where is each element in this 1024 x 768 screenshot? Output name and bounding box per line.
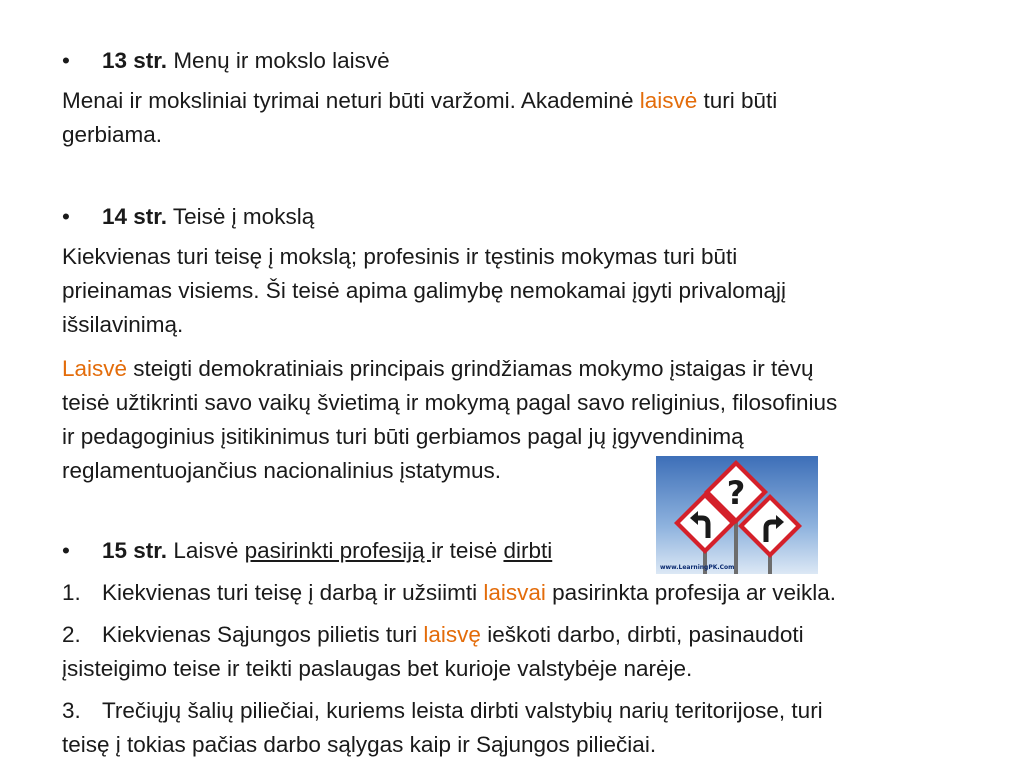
underlined-text: pasirinkti profesiją xyxy=(244,538,431,563)
art14-number: 14 str. xyxy=(102,204,168,229)
art13-line1 xyxy=(62,84,777,118)
bullet-icon: • xyxy=(62,538,70,563)
text: turi būti xyxy=(697,88,778,113)
text: Laisvė xyxy=(167,538,245,563)
art14-p1-line2: prieinamas visiems. Ši teisė apima galimybę nemokamai įgyti privalomąjį xyxy=(62,278,787,303)
image-watermark: www.LearningPK.Com xyxy=(660,564,735,571)
bullet-icon: • xyxy=(62,204,70,229)
sign-pole xyxy=(734,516,738,574)
art15-number: 15 str. xyxy=(102,538,168,563)
highlight-word: laisvai xyxy=(483,580,546,605)
question-mark: ? xyxy=(726,474,746,512)
text: pasirinkta profesija ar veikla. xyxy=(545,580,837,605)
art15-item2-line2: įsisteigimo teise ir teikti paslaugas bet kurioje valstybėje narėje. xyxy=(62,656,693,681)
text: Kiekvienas Sąjungos pilietis turi xyxy=(102,622,424,647)
underlined-text: dirbti xyxy=(503,538,553,563)
art15-item1 xyxy=(62,576,836,610)
highlight-word: laisvė xyxy=(639,88,698,113)
text: Trečiųjų šalių piliečiai, kuriems leista dirbti valstybių narių teritorijose, turi xyxy=(102,698,823,723)
art15-item3-line2: teisę į tokias pačias darbo sąlygas kaip ir Sąjungos piliečiai. xyxy=(62,732,657,757)
art14-heading xyxy=(62,200,314,234)
art14-p2-line1 xyxy=(62,352,814,386)
item-number: 2. xyxy=(62,622,81,647)
text: steigti demokratiniais principais grindžiamas mokymo įstaigas ir tėvų xyxy=(127,356,814,381)
art13-number: 13 str. xyxy=(102,48,168,73)
art15-heading xyxy=(62,534,552,568)
text: ieškoti darbo, dirbti, pasinaudoti xyxy=(480,622,804,647)
item-number: 1. xyxy=(62,580,81,605)
art15-item2 xyxy=(62,618,804,652)
art14-p2-line3: ir pedagoginius įsitikinimus turi būti gerbiamos pagal jų įgyvendinimą xyxy=(62,424,744,449)
art14-p2-line2: teisė užtikrinti savo vaikų švietimą ir mokymą pagal savo religinius, filosofinius xyxy=(62,390,838,415)
art14-p1-line1: Kiekvienas turi teisę į mokslą; profesinis ir tęstinis mokymas turi būti xyxy=(62,244,738,269)
highlight-word: laisvę xyxy=(423,622,481,647)
art13-line2: gerbiama. xyxy=(62,122,163,147)
art14-p1-line3: išsilavinimą. xyxy=(62,312,184,337)
road-signs-image xyxy=(656,456,818,574)
text: ir teisė xyxy=(430,538,504,563)
bullet-icon: • xyxy=(62,48,70,73)
text: Kiekvienas turi teisę į darbą ir užsiimti xyxy=(102,580,484,605)
art14-title: Teisė į mokslą xyxy=(167,204,315,229)
highlight-word: Laisvė xyxy=(62,356,128,381)
art13-title: Menų ir mokslo laisvė xyxy=(167,48,390,73)
art13-heading xyxy=(62,44,390,78)
art15-item3 xyxy=(62,694,823,728)
art14-p2-line4: reglamentuojančius nacionalinius įstatymus. xyxy=(62,458,501,483)
text: Menai ir moksliniai tyrimai neturi būti varžomi. Akademinė xyxy=(62,88,640,113)
item-number: 3. xyxy=(62,698,81,723)
